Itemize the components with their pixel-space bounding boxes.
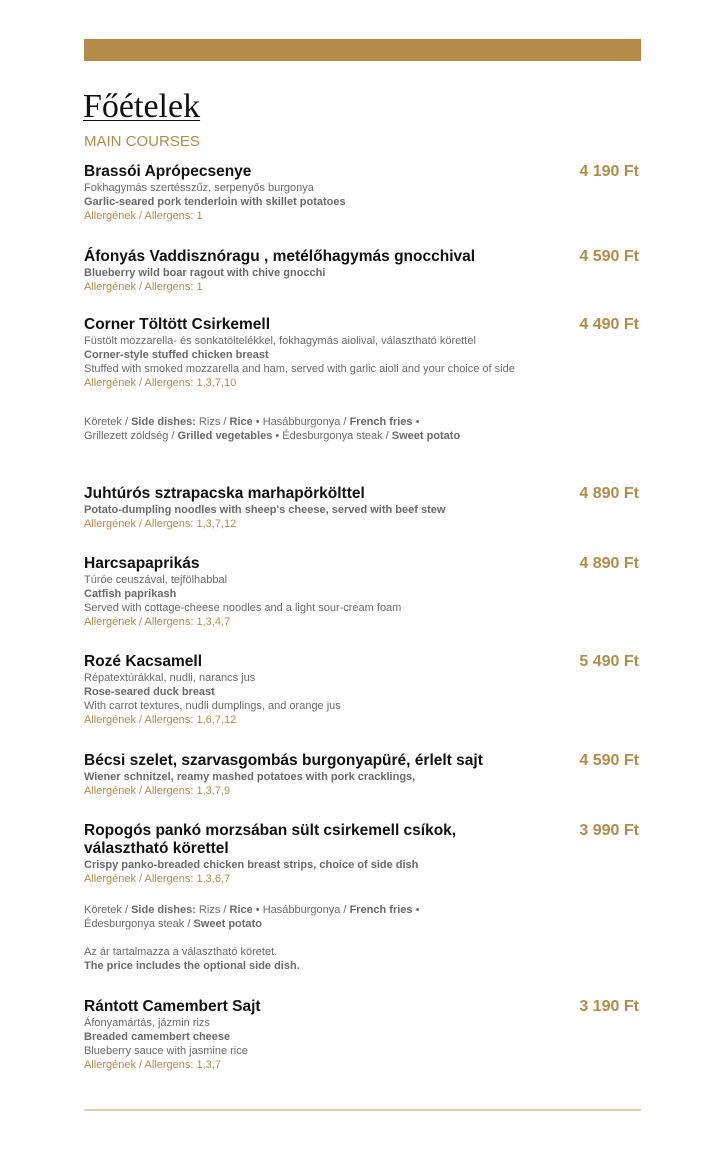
- item-name: Rántott Camembert Sajt: [84, 998, 261, 1015]
- item-name: Corner Töltött Csirkemell: [84, 316, 271, 333]
- item-name: Ropogós pankó morzsában sült csirkemell csíkok, választható körettel: [84, 822, 457, 857]
- item-allergens: Allergének / Allergens: 1,6,7,12: [84, 714, 237, 726]
- item-desc-en: Crispy panko-breaded chicken breast strips, choice of side dish: [84, 859, 419, 871]
- menu-item-becsi-szelet: [84, 752, 641, 798]
- item-price: 5 490 Ft: [579, 653, 639, 670]
- page-title: Főételek: [83, 88, 201, 125]
- price-note-hu: Az ár tartalmazza a választható köretet.: [84, 946, 278, 958]
- side-dishes-note: Köretek / Side dishes: Rizs / Rice • Hasábburgonya / French fries • Grillezett zöldség / Grilled vegetables • Édesburgonya steak / Sweet potato: [84, 416, 461, 442]
- item-desc-en-detail: With carrot textures, nudli dumplings, and orange jus: [84, 700, 341, 712]
- item-name: Áfonyás Vaddisznóragu , metélőhagymás gnocchival: [84, 248, 476, 265]
- item-price: 3 990 Ft: [579, 822, 639, 839]
- item-name: Juhtúrós sztrapacska marhapörkölttel: [84, 485, 365, 502]
- item-desc-en: Corner-style stuffed chicken breast: [84, 349, 269, 361]
- item-desc-en-detail: Served with cottage-cheese noodles and a light sour-cream foam: [84, 602, 402, 614]
- item-allergens: Allergének / Allergens: 1: [84, 281, 203, 293]
- item-allergens: Allergének / Allergens: 1,3,7,9: [84, 785, 231, 797]
- item-desc-en: Blueberry wild boar ragout with chive gnocchi: [84, 267, 326, 279]
- item-name: Rozé Kacsamell: [84, 653, 203, 670]
- menu-item-juhturos-sztrapacska: [84, 485, 641, 531]
- menu-item-harcsapaprikas: [84, 555, 641, 629]
- menu-item-corner-toltott-csirkemell: [84, 316, 641, 390]
- item-desc-hu: Áfonyamártás, jázmin rizs: [84, 1017, 210, 1029]
- item-desc-en: Garlic-seared pork tenderloin with skillet potatoes: [84, 196, 346, 208]
- menu-item-brassoi: [84, 163, 641, 223]
- item-price: 4 590 Ft: [579, 248, 639, 265]
- menu-item-roze-kacsamell: [84, 653, 641, 727]
- item-price: 4 190 Ft: [579, 163, 639, 180]
- item-desc-en: Breaded camembert cheese: [84, 1031, 231, 1043]
- price-note-en: The price includes the optional side dish.: [84, 960, 300, 972]
- item-desc-hu: Füstölt mozzarella- és sonkatöltelékkel, fokhagymás aiolival, választható körettel: [84, 335, 476, 347]
- page-subtitle: MAIN COURSES: [84, 133, 200, 150]
- item-allergens: Allergének / Allergens: 1,3,7: [84, 1059, 221, 1071]
- item-price: 4 890 Ft: [579, 555, 639, 572]
- side-dishes-note-2: Köretek / Side dishes: Rizs / Rice • Hasábburgonya / French fries • Édesburgonya steak / Sweet potato Az ár tartalmazza a választható köretet. The price includes the optional side dish.: [84, 903, 641, 973]
- item-desc-en: Rose-seared duck breast: [84, 686, 215, 698]
- item-desc-en: Catfish paprikash: [84, 588, 177, 600]
- menu-item-rantott-camembert: [84, 998, 641, 1072]
- item-desc-hu: Répatextúrákkal, nudli, narancs jus: [84, 672, 256, 684]
- item-desc-en: Wiener schnitzel, reamy mashed potatoes with pork cracklings,: [84, 771, 416, 783]
- item-allergens: Allergének / Allergens: 1: [84, 210, 203, 222]
- item-allergens: Allergének / Allergens: 1,3,7,12: [84, 518, 237, 530]
- item-desc-hu: Fokhagymás szertésszűz, serpenyős burgonya: [84, 182, 314, 194]
- item-desc-hu: Túróe ceuszával, tejfölhabbal: [84, 574, 228, 586]
- menu-item-ropogos-csirkemell-csikok: [84, 822, 641, 886]
- item-price: 4 490 Ft: [579, 316, 639, 333]
- item-desc-en-detail: Blueberry sauce with jasmine rice: [84, 1045, 248, 1057]
- item-desc-en: Potato-dumpling noodles with sheep's cheese, served with beef stew: [84, 504, 446, 516]
- item-price: 4 890 Ft: [579, 485, 639, 502]
- item-name: Bécsi szelet, szarvasgombás burgonyapüré, érlelt sajt: [84, 752, 483, 769]
- item-allergens: Allergének / Allergens: 1,3,7,10: [84, 377, 237, 389]
- item-allergens: Allergének / Allergens: 1,3,6,7: [84, 873, 231, 885]
- item-price: 4 590 Ft: [579, 752, 639, 769]
- menu-item-afonyas-vaddisznoragu: [84, 248, 641, 294]
- item-name: Harcsapaprikás: [84, 555, 200, 572]
- top-accent-bar: [84, 39, 641, 61]
- item-name: Brassói Aprópecsenye: [84, 163, 252, 180]
- item-allergens: Allergének / Allergens: 1,3,4,7: [84, 616, 231, 628]
- bottom-divider: [84, 1109, 641, 1111]
- item-desc-en-detail: Stuffed with smoked mozzarella and ham, served with garlic aioli and your choice of side: [84, 363, 515, 375]
- item-price: 3 190 Ft: [579, 998, 639, 1015]
